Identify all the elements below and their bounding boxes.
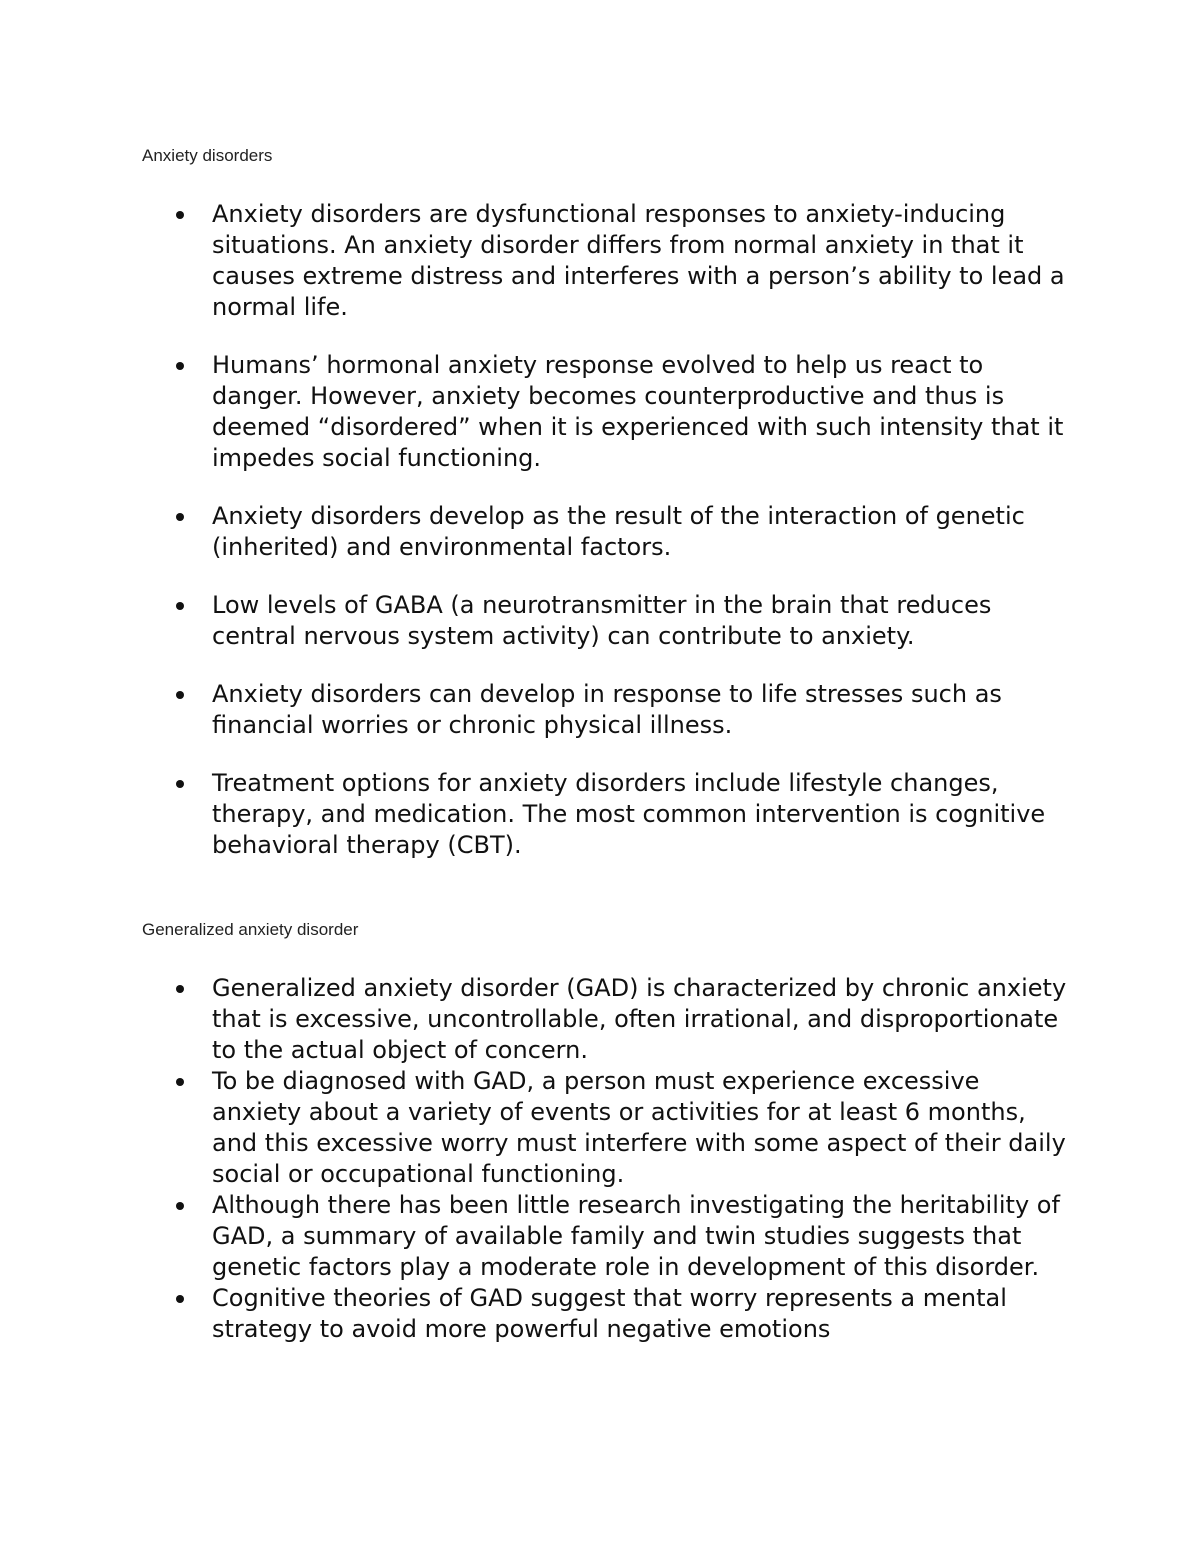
- bullet-icon: [176, 602, 184, 610]
- bullet-icon: [176, 1078, 184, 1086]
- bullet-icon: [176, 513, 184, 521]
- list-item: [0, 590, 1072, 652]
- bullet-list-anxiety-disorders: [0, 199, 1200, 888]
- list-item: [0, 1190, 1072, 1283]
- list-item-text: Although there has been little research investigating the heritability of GAD, a summary of available family and twin studies suggests that genetic factors play a moderate role in development of this disorder.: [212, 1191, 1060, 1281]
- list-item: [0, 1066, 1072, 1190]
- section-heading-generalized-anxiety-disorder: Generalized anxiety disorder: [142, 920, 359, 939]
- list-item-text: Anxiety disorders are dysfunctional responses to anxiety-inducing situations. An anxiety disorder differs from normal anxiety in that it causes extreme distress and interferes with a person’s ability to lead a normal life.: [212, 200, 1065, 321]
- list-item-text: Humans’ hormonal anxiety response evolved to help us react to danger. However, anxiety becomes counterproductive and thus is deemed “disordered” when it is experienced with such intensity that it impedes social functioning.: [212, 351, 1064, 472]
- bullet-icon: [176, 780, 184, 788]
- list-item-text: Generalized anxiety disorder (GAD) is characterized by chronic anxiety that is excessive, uncontrollable, often irrational, and disproportionate to the actual object of concern.: [212, 974, 1067, 1064]
- list-item: [0, 350, 1072, 474]
- list-item: [0, 199, 1072, 323]
- list-item-text: To be diagnosed with GAD, a person must experience excessive anxiety about a variety of events or activities for at least 6 months, and this excessive worry must interfere with some aspect of their daily social or occupational functioning.: [212, 1067, 1066, 1188]
- list-item: [0, 501, 1072, 563]
- bullet-icon: [176, 1295, 184, 1303]
- list-item-text: Anxiety disorders can develop in response to life stresses such as financial worries or chronic physical illness.: [212, 680, 1002, 739]
- bullet-icon: [176, 211, 184, 219]
- section-heading-anxiety-disorders: Anxiety disorders: [142, 146, 273, 165]
- list-item: [0, 768, 1072, 861]
- list-item-text: Anxiety disorders develop as the result of the interaction of genetic (inherited) and environmental factors.: [212, 502, 1025, 561]
- list-item: [0, 973, 1072, 1066]
- list-item-text: Cognitive theories of GAD suggest that worry represents a mental strategy to avoid more powerful negative emotions: [212, 1284, 1007, 1343]
- bullet-icon: [176, 1202, 184, 1210]
- list-item-text: Low levels of GABA (a neurotransmitter in the brain that reduces central nervous system activity) can contribute to anxiety.: [212, 591, 992, 650]
- bullet-icon: [176, 362, 184, 370]
- list-item-text: Treatment options for anxiety disorders include lifestyle changes, therapy, and medication. The most common intervention is cognitive behavioral therapy (CBT).: [212, 769, 1046, 859]
- list-item: [0, 1283, 1072, 1345]
- bullet-icon: [176, 985, 184, 993]
- list-item: [0, 679, 1072, 741]
- bullet-icon: [176, 691, 184, 699]
- bullet-list-generalized-anxiety-disorder: [0, 973, 1200, 1345]
